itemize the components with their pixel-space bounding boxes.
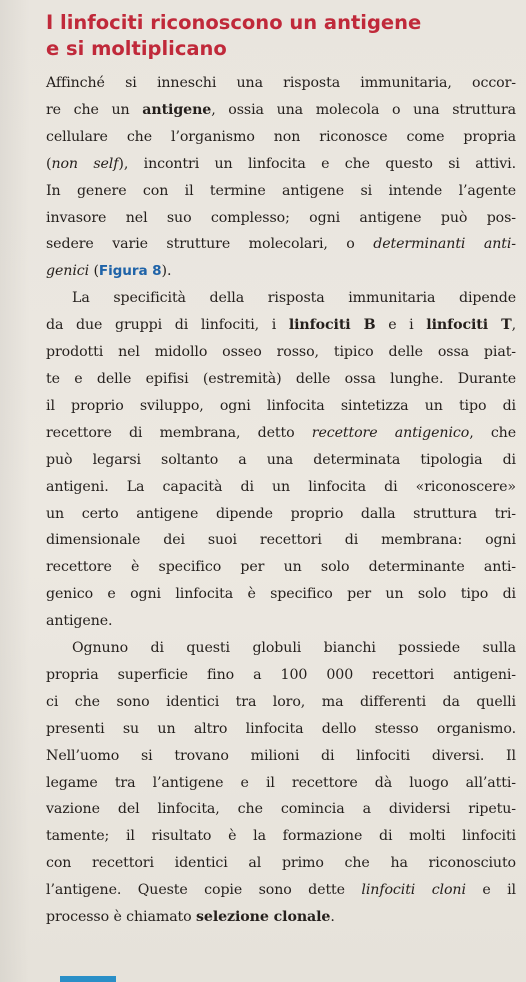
term-linfociti-b: linfociti B	[288, 317, 376, 334]
text-run: re che un	[46, 101, 143, 118]
term-determinanti-antigenici: determinanti anti-	[373, 236, 516, 253]
text-run: processo è chiamato	[46, 909, 197, 926]
text-line	[46, 231, 516, 258]
term-antigene: antigene	[142, 101, 212, 118]
text-line	[46, 151, 516, 178]
paragraph-clonal-selection	[46, 635, 516, 931]
figure-edge-strip	[60, 976, 116, 982]
text-run: l’antigene. Queste copie sono dette	[46, 882, 362, 899]
text-line: Affinché si inneschi una risposta immunitaria, occor-	[46, 75, 516, 91]
text-line: un certo antigene dipende proprio dalla struttura tri-	[46, 505, 516, 522]
text-run: ), incontri un linfocita e che questo si attivi.	[118, 155, 516, 172]
text-run: sedere varie strutture molecolari, o	[46, 236, 374, 253]
text-line: Nell’uomo si trovano milioni di linfociti diversi. Il	[46, 747, 516, 764]
text-run: da due gruppi di linfociti, i	[46, 317, 289, 334]
text-line: propria superficie fino a 100 000 recettori antigeni-	[46, 666, 516, 683]
text-run: (	[46, 155, 52, 172]
text-line	[46, 877, 516, 904]
text-line: invasore nel suo complesso; ogni antigene può pos-	[46, 209, 516, 226]
page-gutter-shadow	[0, 0, 30, 982]
text-run: ).	[161, 263, 172, 280]
term-linfociti-t: linfociti T	[426, 317, 512, 334]
term-selezione-clonale: selezione clonale	[196, 909, 331, 926]
term-determinanti-antigenici-cont: genici	[46, 263, 90, 280]
text-run: , ossia una molecola o una struttura	[211, 101, 516, 118]
section-heading-line-2: e si moltiplicano	[46, 37, 227, 60]
section-heading	[46, 10, 516, 62]
text-line	[46, 258, 516, 285]
text-run: (	[89, 263, 99, 280]
text-line: La specificità della risposta immunitaria dipende	[72, 290, 516, 307]
text-line: il proprio sviluppo, ogni linfocita sintetizza un tipo di	[46, 397, 516, 414]
text-line: con recettori identici al primo che ha riconosciuto	[46, 855, 516, 872]
paragraph-antigen-definition	[46, 70, 516, 285]
text-run: recettore di membrana, detto	[46, 424, 312, 441]
text-line	[46, 420, 516, 447]
text-line	[46, 97, 516, 124]
text-line: antigene.	[46, 613, 113, 630]
paragraph-lymphocyte-specificity	[46, 285, 516, 635]
text-line: ci che sono identici tra loro, ma differenti da quelli	[46, 693, 516, 710]
text-line: antigeni. La capacità di un linfocita di «riconoscere»	[46, 478, 516, 495]
text-line	[46, 904, 516, 931]
figure-reference-link[interactable]: Figura 8	[98, 263, 162, 280]
text-line: genico e ogni linfocita è specifico per un solo tipo di	[46, 586, 516, 603]
text-run: e i	[375, 317, 427, 334]
textbook-page	[46, 10, 516, 931]
text-line: cellulare che l’organismo non riconosce come propria	[46, 128, 516, 145]
term-non-self: non self	[51, 155, 119, 172]
text-line: vazione del linfocita, che comincia a dividersi ripetu-	[46, 801, 516, 818]
text-run: , che	[469, 424, 517, 441]
term-linfociti-cloni: linfociti cloni	[361, 882, 466, 899]
text-run: ,	[511, 317, 517, 334]
text-line: dimensionale dei suoi recettori di membrana: ogni	[46, 532, 516, 549]
text-line: presenti su un altro linfocita dello stesso organismo.	[46, 720, 516, 737]
text-run: .	[330, 909, 335, 926]
text-line: prodotti nel midollo osseo rosso, tipico delle ossa piat-	[46, 344, 516, 361]
text-line: può legarsi soltanto a una determinata tipologia di	[46, 451, 516, 468]
text-run: e il	[465, 882, 516, 899]
text-line: In genere con il termine antigene si intende l’agente	[46, 182, 516, 199]
text-line: recettore è specifico per un solo determinante anti-	[46, 559, 516, 576]
text-line: tamente; il risultato è la formazione di molti linfociti	[46, 828, 516, 845]
text-line: te e delle epifisi (estremità) delle ossa lunghe. Durante	[46, 370, 516, 387]
text-line: legame tra l’antigene e il recettore dà luogo all’atti-	[46, 774, 516, 791]
term-recettore-antigenico: recettore antigenico	[311, 424, 470, 441]
section-heading-line-1: I linfociti riconoscono un antigene	[46, 11, 422, 34]
text-line	[46, 312, 516, 339]
text-line: Ognuno di questi globuli bianchi possiede sulla	[72, 640, 516, 657]
